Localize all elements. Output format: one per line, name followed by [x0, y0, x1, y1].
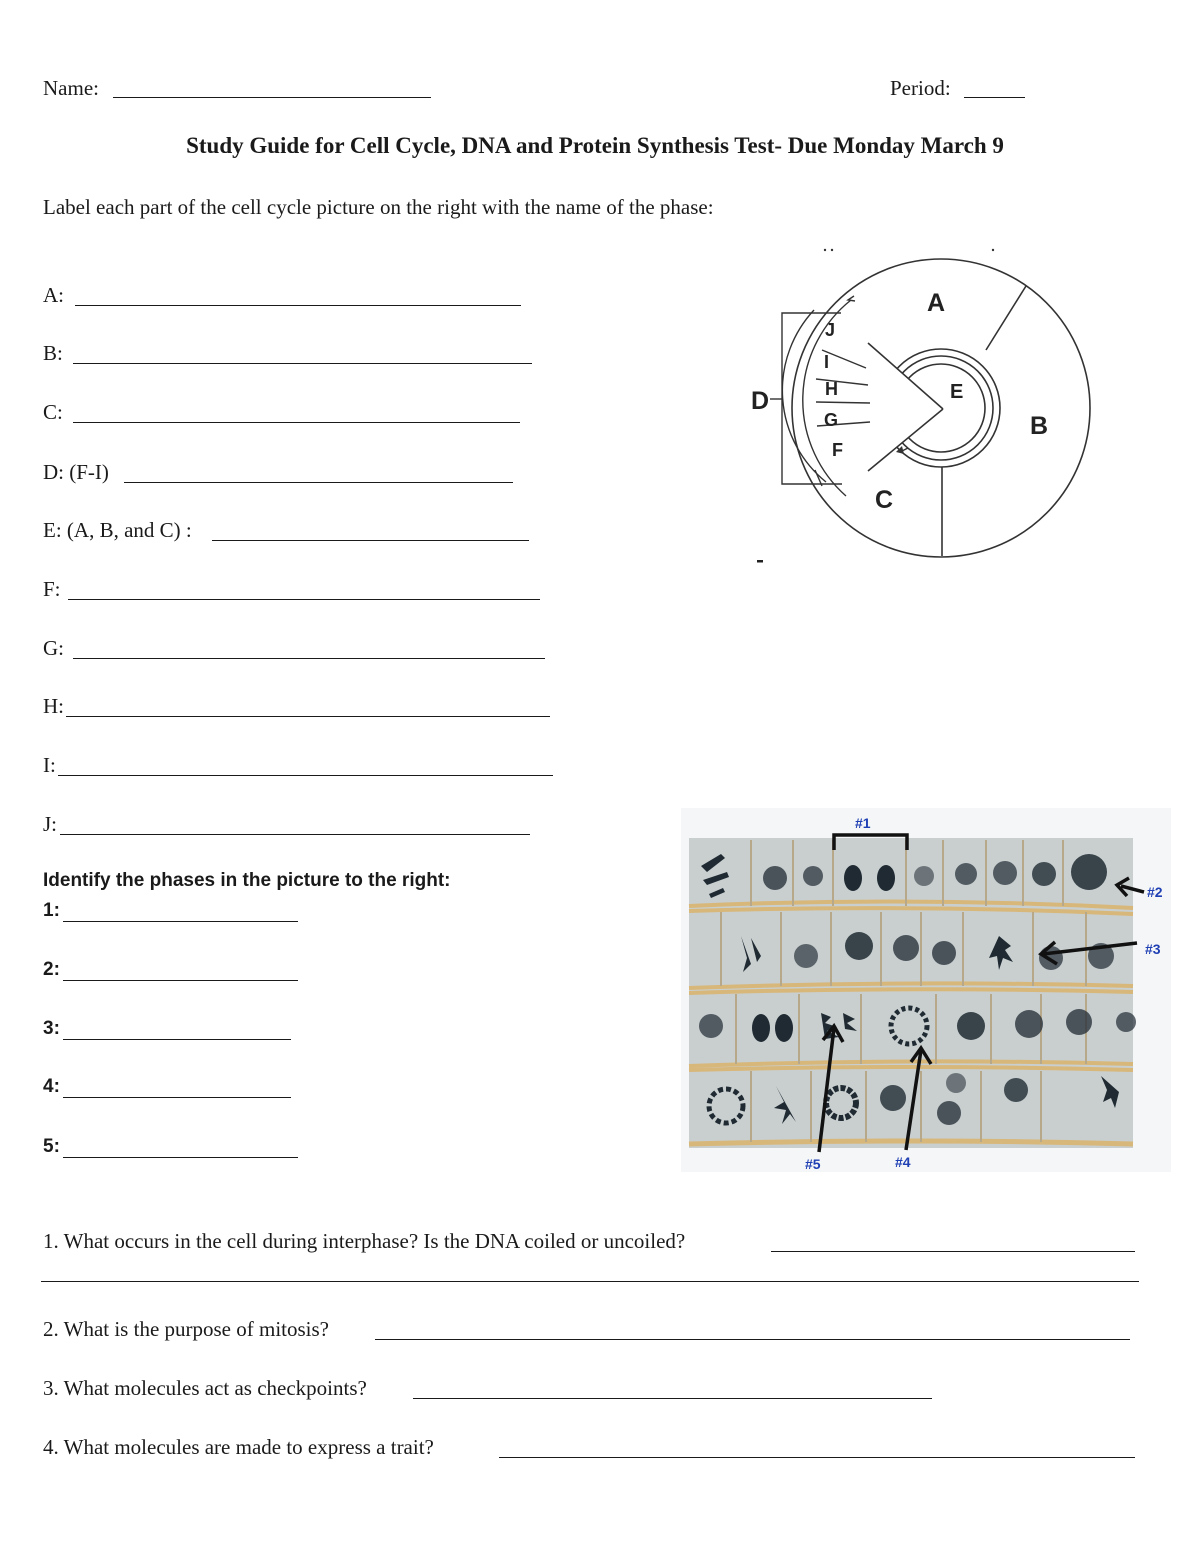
phase-label-e: E: (A, B, and C) :	[43, 518, 192, 542]
answer-line-b[interactable]	[73, 363, 532, 364]
picture-answer-line-1[interactable]	[63, 921, 298, 922]
period-input-line[interactable]	[964, 97, 1025, 98]
name-input-line[interactable]	[113, 97, 431, 98]
sector-label-d: D	[751, 387, 770, 415]
callout-label-4: #4	[895, 1154, 911, 1170]
picture-answer-line-3[interactable]	[63, 1039, 291, 1040]
question-4-answer-line[interactable]	[499, 1457, 1135, 1458]
question-2: 2. What is the purpose of mitosis?	[43, 1317, 329, 1341]
identify-instructions: Identify the phases in the picture to the right:	[43, 870, 451, 891]
phase-label-i: I:	[43, 753, 56, 777]
mitosis-label-f: F	[832, 440, 843, 460]
cell-cycle-diagram	[740, 240, 1110, 575]
period-label: Period:	[890, 76, 951, 100]
question-1-answer-line-2[interactable]	[41, 1281, 1139, 1282]
answer-line-d[interactable]	[124, 482, 513, 483]
mitosis-label-i: I	[824, 352, 830, 372]
question-1-answer-line[interactable]	[771, 1251, 1135, 1252]
sector-label-e: E	[950, 381, 964, 403]
phase-label-g: G:	[43, 636, 64, 660]
onion-root-micrograph	[681, 808, 1171, 1172]
sector-label-a: A	[927, 289, 946, 317]
picture-answer-line-2[interactable]	[63, 980, 298, 981]
question-4: 4. What molecules are made to express a trait?	[43, 1435, 434, 1459]
sector-label-b: B	[1030, 412, 1049, 440]
picture-answer-line-4[interactable]	[63, 1097, 291, 1098]
picture-label-4: 4:	[43, 1076, 60, 1097]
phase-label-h: H:	[43, 694, 64, 718]
callout-label-1: #1	[855, 815, 871, 831]
picture-label-5: 5:	[43, 1136, 60, 1157]
mitosis-label-h: H	[825, 379, 838, 399]
answer-line-j[interactable]	[60, 834, 530, 835]
callout-label-3: #3	[1145, 941, 1161, 957]
question-3: 3. What molecules act as checkpoints?	[43, 1376, 367, 1400]
question-1: 1. What occurs in the cell during interphase? Is the DNA coiled or uncoiled?	[43, 1229, 686, 1253]
page-title: Study Guide for Cell Cycle, DNA and Protein Synthesis Test- Due Monday March 9	[186, 133, 1004, 158]
callout-label-2: #2	[1147, 884, 1163, 900]
phase-label-b: B:	[43, 341, 63, 365]
answer-line-c[interactable]	[73, 422, 520, 423]
phase-label-f: F:	[43, 577, 61, 601]
phase-label-c: C:	[43, 400, 63, 424]
answer-line-e[interactable]	[212, 540, 529, 541]
phase-label-a: A:	[43, 283, 64, 307]
callout-label-5: #5	[805, 1156, 821, 1172]
answer-line-a[interactable]	[75, 305, 521, 306]
name-label: Name:	[43, 76, 99, 100]
phase-label-d: D: (F-I)	[43, 460, 109, 484]
answer-line-i[interactable]	[58, 775, 553, 776]
answer-line-g[interactable]	[73, 658, 545, 659]
question-2-answer-line[interactable]	[375, 1339, 1130, 1340]
answer-line-f[interactable]	[68, 599, 540, 600]
phase-label-j: J:	[43, 812, 58, 836]
mitosis-label-j: J	[825, 320, 836, 340]
picture-label-1: 1:	[43, 900, 60, 921]
picture-label-3: 3:	[43, 1018, 60, 1039]
picture-answer-line-5[interactable]	[63, 1157, 298, 1158]
sector-label-c: C	[875, 486, 894, 514]
question-3-answer-line[interactable]	[413, 1398, 932, 1399]
answer-line-h[interactable]	[66, 716, 550, 717]
mitosis-label-g: G	[824, 410, 839, 430]
picture-label-2: 2:	[43, 959, 60, 980]
label-instructions: Label each part of the cell cycle picture on the right with the name of the phase:	[43, 195, 714, 219]
